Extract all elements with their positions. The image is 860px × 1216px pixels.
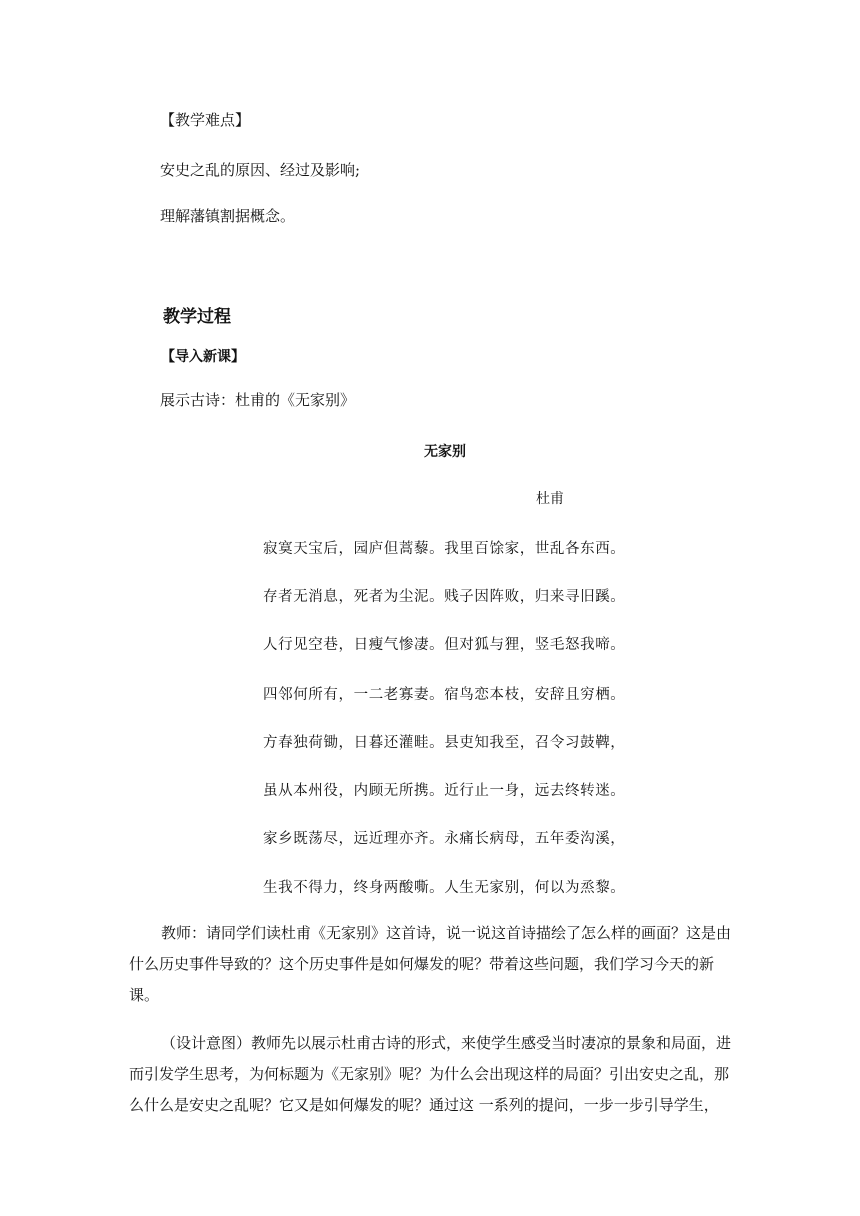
poem-line: 生我不得力，终身两酸嘶。人生无家别，何以为烝黎。: [263, 880, 626, 896]
difficulty-item: 理解藩镇割据概念。: [160, 207, 296, 225]
subsection-heading: 【导入新课】: [161, 349, 245, 365]
poem-line: 寂寞天宝后，园庐但蒿藜。我里百馀家，世乱各东西。: [263, 541, 626, 557]
difficulty-item: 安史之乱的原因、经过及影响;: [160, 161, 361, 179]
poem-line: 家乡既荡尽，远近理亦齐。永痛长病母，五年委沟溪，: [263, 831, 626, 847]
teacher-paragraph: 教师：请同学们读杜甫《无家别》这首诗，说一说这首诗描绘了怎么样的画面？这是由什么历史事件导致的？这个历史事件是如何爆发的呢？带着这些问题，我们学习今天的新课。: [129, 924, 732, 1004]
poem-line: 存者无消息，死者为尘泥。贱子因阵败，归来寻旧蹊。: [263, 589, 626, 605]
design-intent-paragraph: （设计意图）教师先以展示杜甫古诗的形式，来使学生感受当时凄凉的景象和局面，进而引发学生思考，为何标题为《无家别》呢？为什么会出现这样的局面？引出安史之乱，那么什么是安史之乱呢？它又是如何爆发的呢？通过这 一系列的提问，一步一步引导学生，: [129, 1034, 732, 1114]
poem-line: 人行见空巷，日瘦气惨凄。但对狐与狸，竖毛怒我啼。: [263, 637, 626, 653]
section-heading: 教学过程: [163, 307, 231, 327]
poem-title: 无家别: [424, 444, 466, 460]
poem-line: 四邻何所有，一二老寡妻。宿鸟恋本枝，安辞且穷栖。: [263, 687, 626, 703]
poem-line: 虽从本州役，内顾无所携。近行止一身，远去终转迷。: [263, 783, 626, 799]
poem-line: 方春独荷锄，日暮还灌畦。县吏知我至，召令习鼓鞞，: [263, 735, 626, 751]
difficulty-heading: 【教学难点】: [160, 111, 251, 129]
intro-text: 展示古诗：杜甫的《无家别》: [160, 391, 356, 409]
poem-author: 杜甫: [536, 491, 564, 507]
